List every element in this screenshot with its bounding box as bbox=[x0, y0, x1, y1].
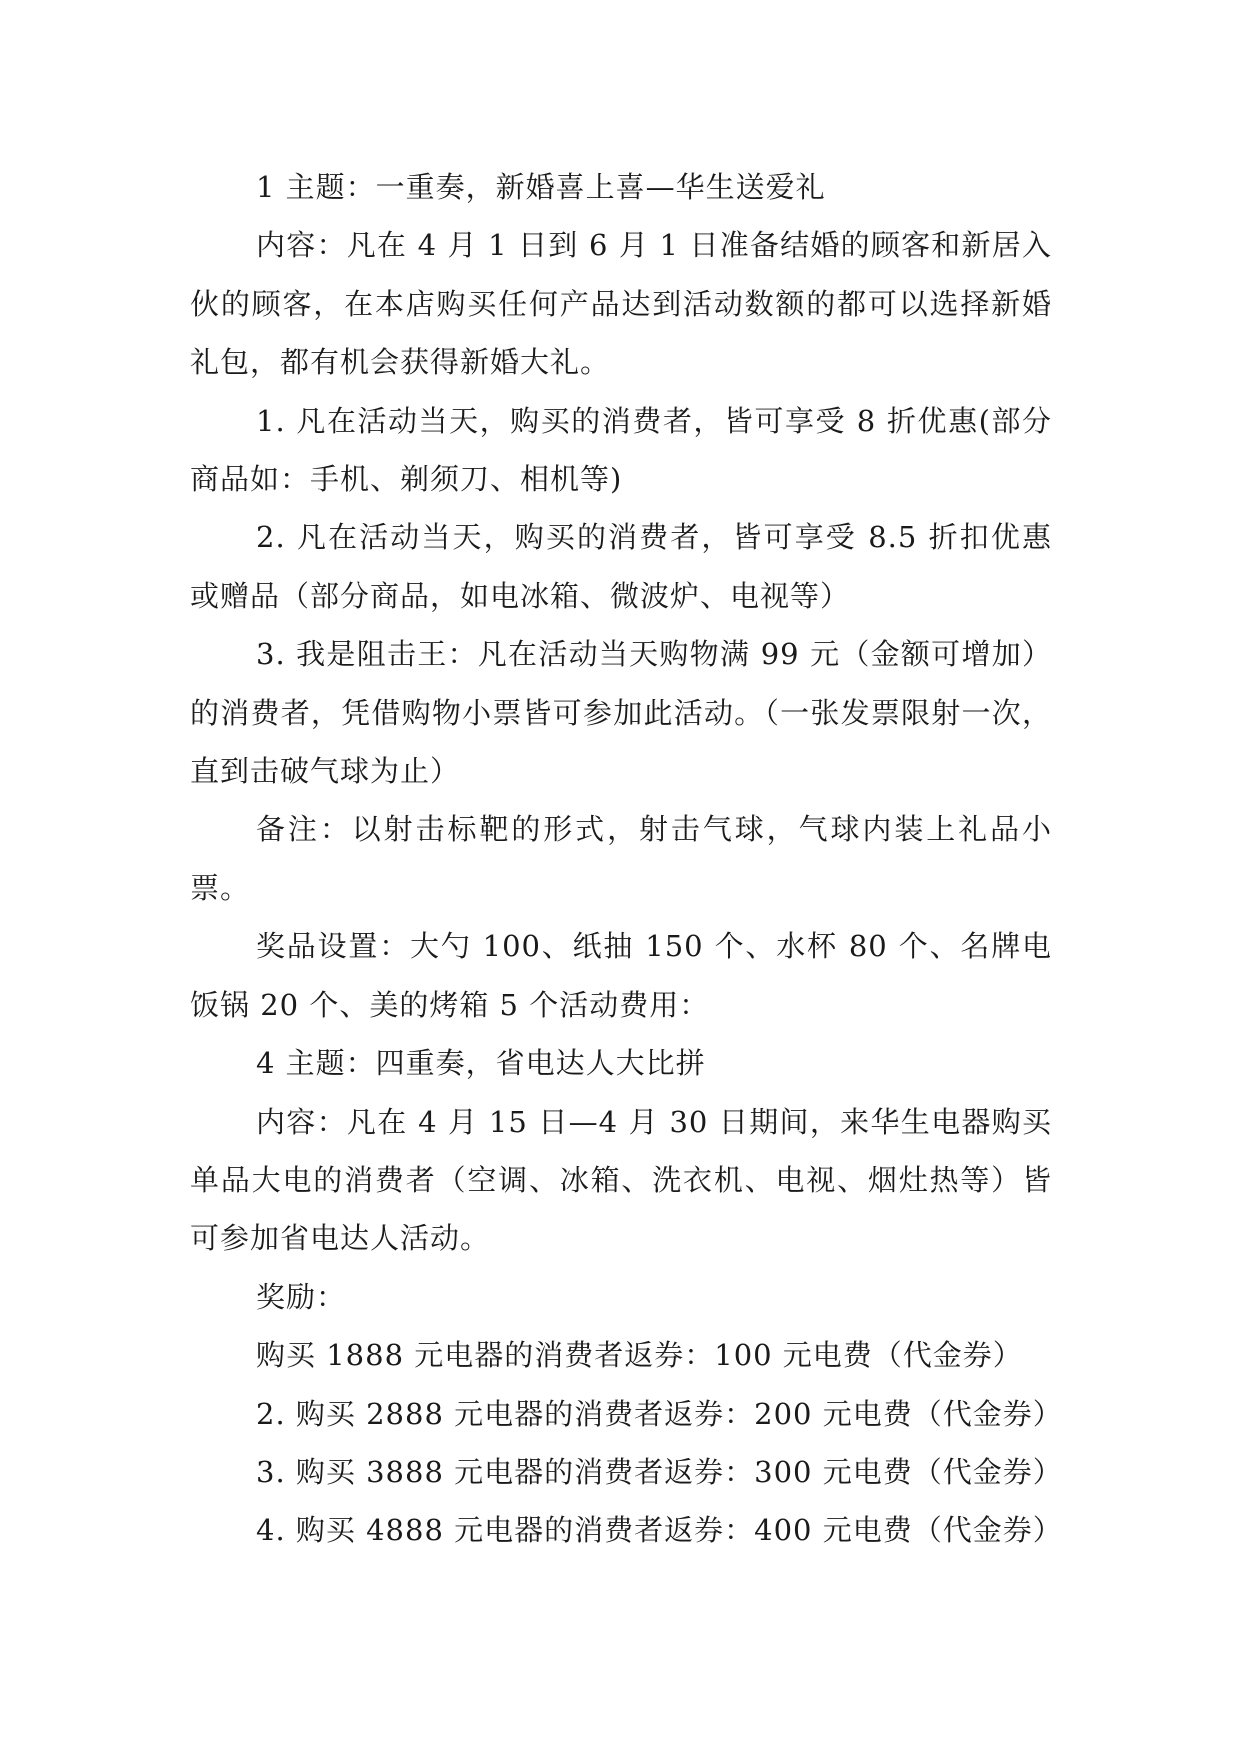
theme-4-content: 内容：凡在 4 月 15 日—4 月 30 日期间，来华生电器购买单品大电的消费者（空调、冰箱、洗衣机、电视、烟灶热等）皆可参加省电达人活动。 bbox=[190, 1104, 1052, 1256]
reward-line-1: 购买 1888 元电器的消费者返券：100 元电费（代金券） bbox=[256, 1338, 1023, 1373]
theme-4-title: 4 主题：四重奏，省电达人大比拼 bbox=[256, 1046, 706, 1081]
theme-1-title: 1 主题：一重奏，新婚喜上喜—华生送爱礼 bbox=[256, 170, 826, 204]
prize-settings: 奖品设置：大勺 100、纸抽 150 个、水杯 80 个、名牌电饭锅 20 个、美的烤箱 5 个活动费用： bbox=[190, 929, 1052, 1022]
reward-line-2: 2. 购买 2888 元电器的消费者返券：200 元电费（代金券） bbox=[256, 1396, 1063, 1431]
offer-item-1: 1. 凡在活动当天，购买的消费者，皆可享受 8 折优惠(部分商品如：手机、剃须刀、相机等) bbox=[190, 403, 1052, 497]
reward-heading: 奖励： bbox=[256, 1279, 347, 1314]
document-page bbox=[190, 158, 1063, 1560]
remark: 备注：以射击标靶的形式，射击气球，气球内装上礼品小票。 bbox=[190, 812, 1052, 905]
theme-1-content: 内容：凡在 4 月 1 日到 6 月 1 日准备结婚的顾客和新居入伙的顾客，在本店购买任何产品达到活动数额的都可以选择新婚礼包，都有机会获得新婚大礼。 bbox=[190, 228, 1052, 380]
reward-line-3: 3. 购买 3888 元电器的消费者返券：300 元电费（代金券） bbox=[256, 1454, 1063, 1489]
reward-line-4: 4. 购买 4888 元电器的消费者返券：400 元电费（代金券） bbox=[256, 1513, 1063, 1548]
offer-item-2: 2. 凡在活动当天，购买的消费者，皆可享受 8.5 折扣优惠或赠品（部分商品，如电冰箱、微波炉、电视等） bbox=[190, 520, 1052, 613]
offer-item-3: 3. 我是阻击王：凡在活动当天购物满 99 元（金额可增加）的消费者，凭借购物小票皆可参加此活动。（一张发票限射一次，直到击破气球为止） bbox=[190, 637, 1052, 789]
